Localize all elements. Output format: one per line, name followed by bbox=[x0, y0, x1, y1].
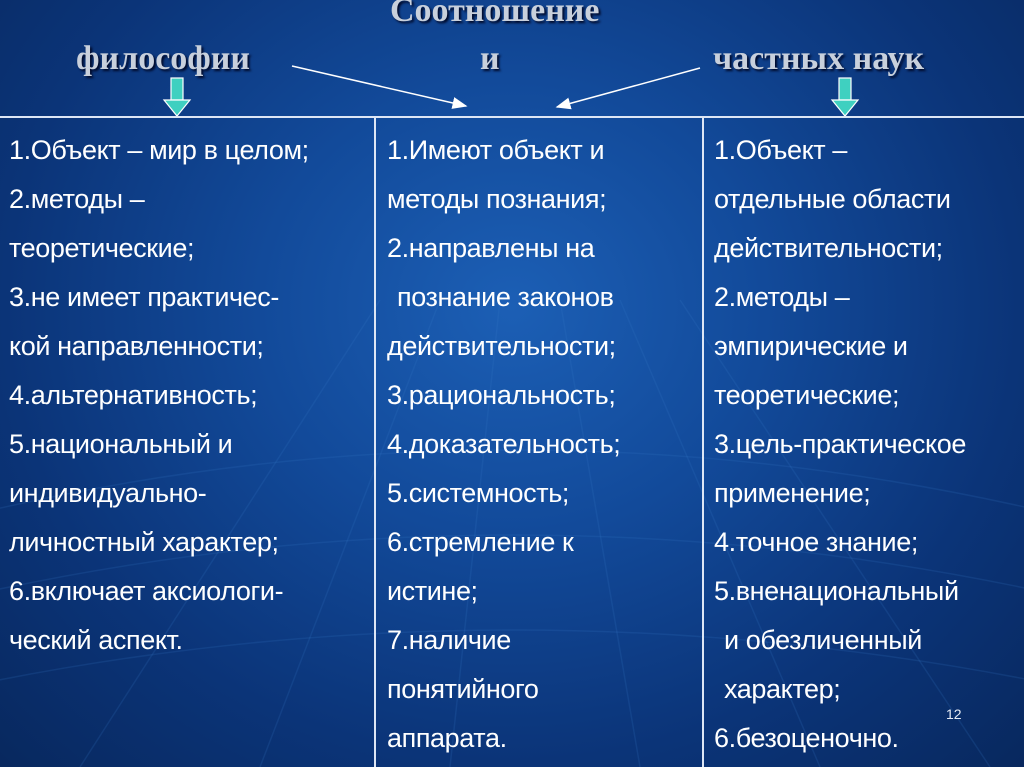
list-item: 5.системность; bbox=[387, 478, 570, 508]
sciences-list bbox=[714, 126, 966, 763]
list-item: 4.доказательность; bbox=[387, 429, 621, 459]
list-item: истине; bbox=[387, 576, 478, 606]
title-philosophy: философии bbox=[76, 40, 250, 77]
list-item: характер; bbox=[724, 674, 841, 704]
common-features-column bbox=[374, 118, 702, 767]
list-item: 1.Объект – bbox=[714, 135, 847, 165]
list-item: применение; bbox=[714, 478, 871, 508]
list-item: 5.национальный и bbox=[9, 429, 233, 459]
comparison-table bbox=[0, 116, 1024, 767]
down-arrow-left-icon bbox=[164, 78, 190, 116]
list-item: индивидуально- bbox=[9, 478, 207, 508]
list-item: действительности; bbox=[387, 331, 616, 361]
list-item: 7.наличие bbox=[387, 625, 511, 655]
philosophy-column bbox=[0, 118, 374, 767]
list-item: 2.методы – bbox=[9, 184, 145, 214]
list-item: 5.вненациональный bbox=[714, 576, 959, 606]
list-item: 4.точное знание; bbox=[714, 527, 918, 557]
list-item: теоретические; bbox=[714, 380, 900, 410]
list-item: 6.безоценочно. bbox=[714, 723, 899, 753]
list-item: 4.альтернативность; bbox=[9, 380, 258, 410]
list-item: 6.стремление к bbox=[387, 527, 574, 557]
list-item: кой направленности; bbox=[9, 331, 264, 361]
title-line-1: Соотношение bbox=[390, 0, 600, 29]
list-item: понятийного bbox=[387, 674, 539, 704]
list-item: личностный характер; bbox=[9, 527, 279, 557]
list-item: 3.не имеет практичес- bbox=[9, 282, 279, 312]
list-item: познание законов bbox=[397, 282, 614, 312]
list-item: методы познания; bbox=[387, 184, 607, 214]
list-item: теоретические; bbox=[9, 233, 195, 263]
title-conjunction: и bbox=[480, 40, 500, 77]
list-item: и обезличенный bbox=[724, 625, 922, 655]
list-item: 2.методы – bbox=[714, 282, 850, 312]
list-item: действительности; bbox=[714, 233, 943, 263]
list-item: 3.цель-практическое bbox=[714, 429, 966, 459]
page-number: 12 bbox=[946, 706, 962, 722]
list-item: 1.Объект – мир в целом; bbox=[9, 135, 309, 165]
down-arrow-right-icon bbox=[832, 78, 858, 116]
list-item: ческий аспект. bbox=[9, 625, 183, 655]
list-item: 1.Имеют объект и bbox=[387, 135, 605, 165]
sciences-column bbox=[702, 118, 1024, 767]
philosophy-list bbox=[9, 126, 309, 665]
left-pointer-arrow bbox=[292, 66, 466, 106]
right-pointer-arrow bbox=[557, 68, 700, 107]
list-item: 2.направлены на bbox=[387, 233, 595, 263]
list-item: аппарата. bbox=[387, 723, 507, 753]
list-item: 3.рациональность; bbox=[387, 380, 616, 410]
list-item: отдельные области bbox=[714, 184, 951, 214]
list-item: эмпирические и bbox=[714, 331, 908, 361]
title-sciences: частных наук bbox=[713, 40, 925, 77]
list-item: 6.включает аксиологи- bbox=[9, 576, 284, 606]
common-features-list bbox=[387, 126, 620, 763]
